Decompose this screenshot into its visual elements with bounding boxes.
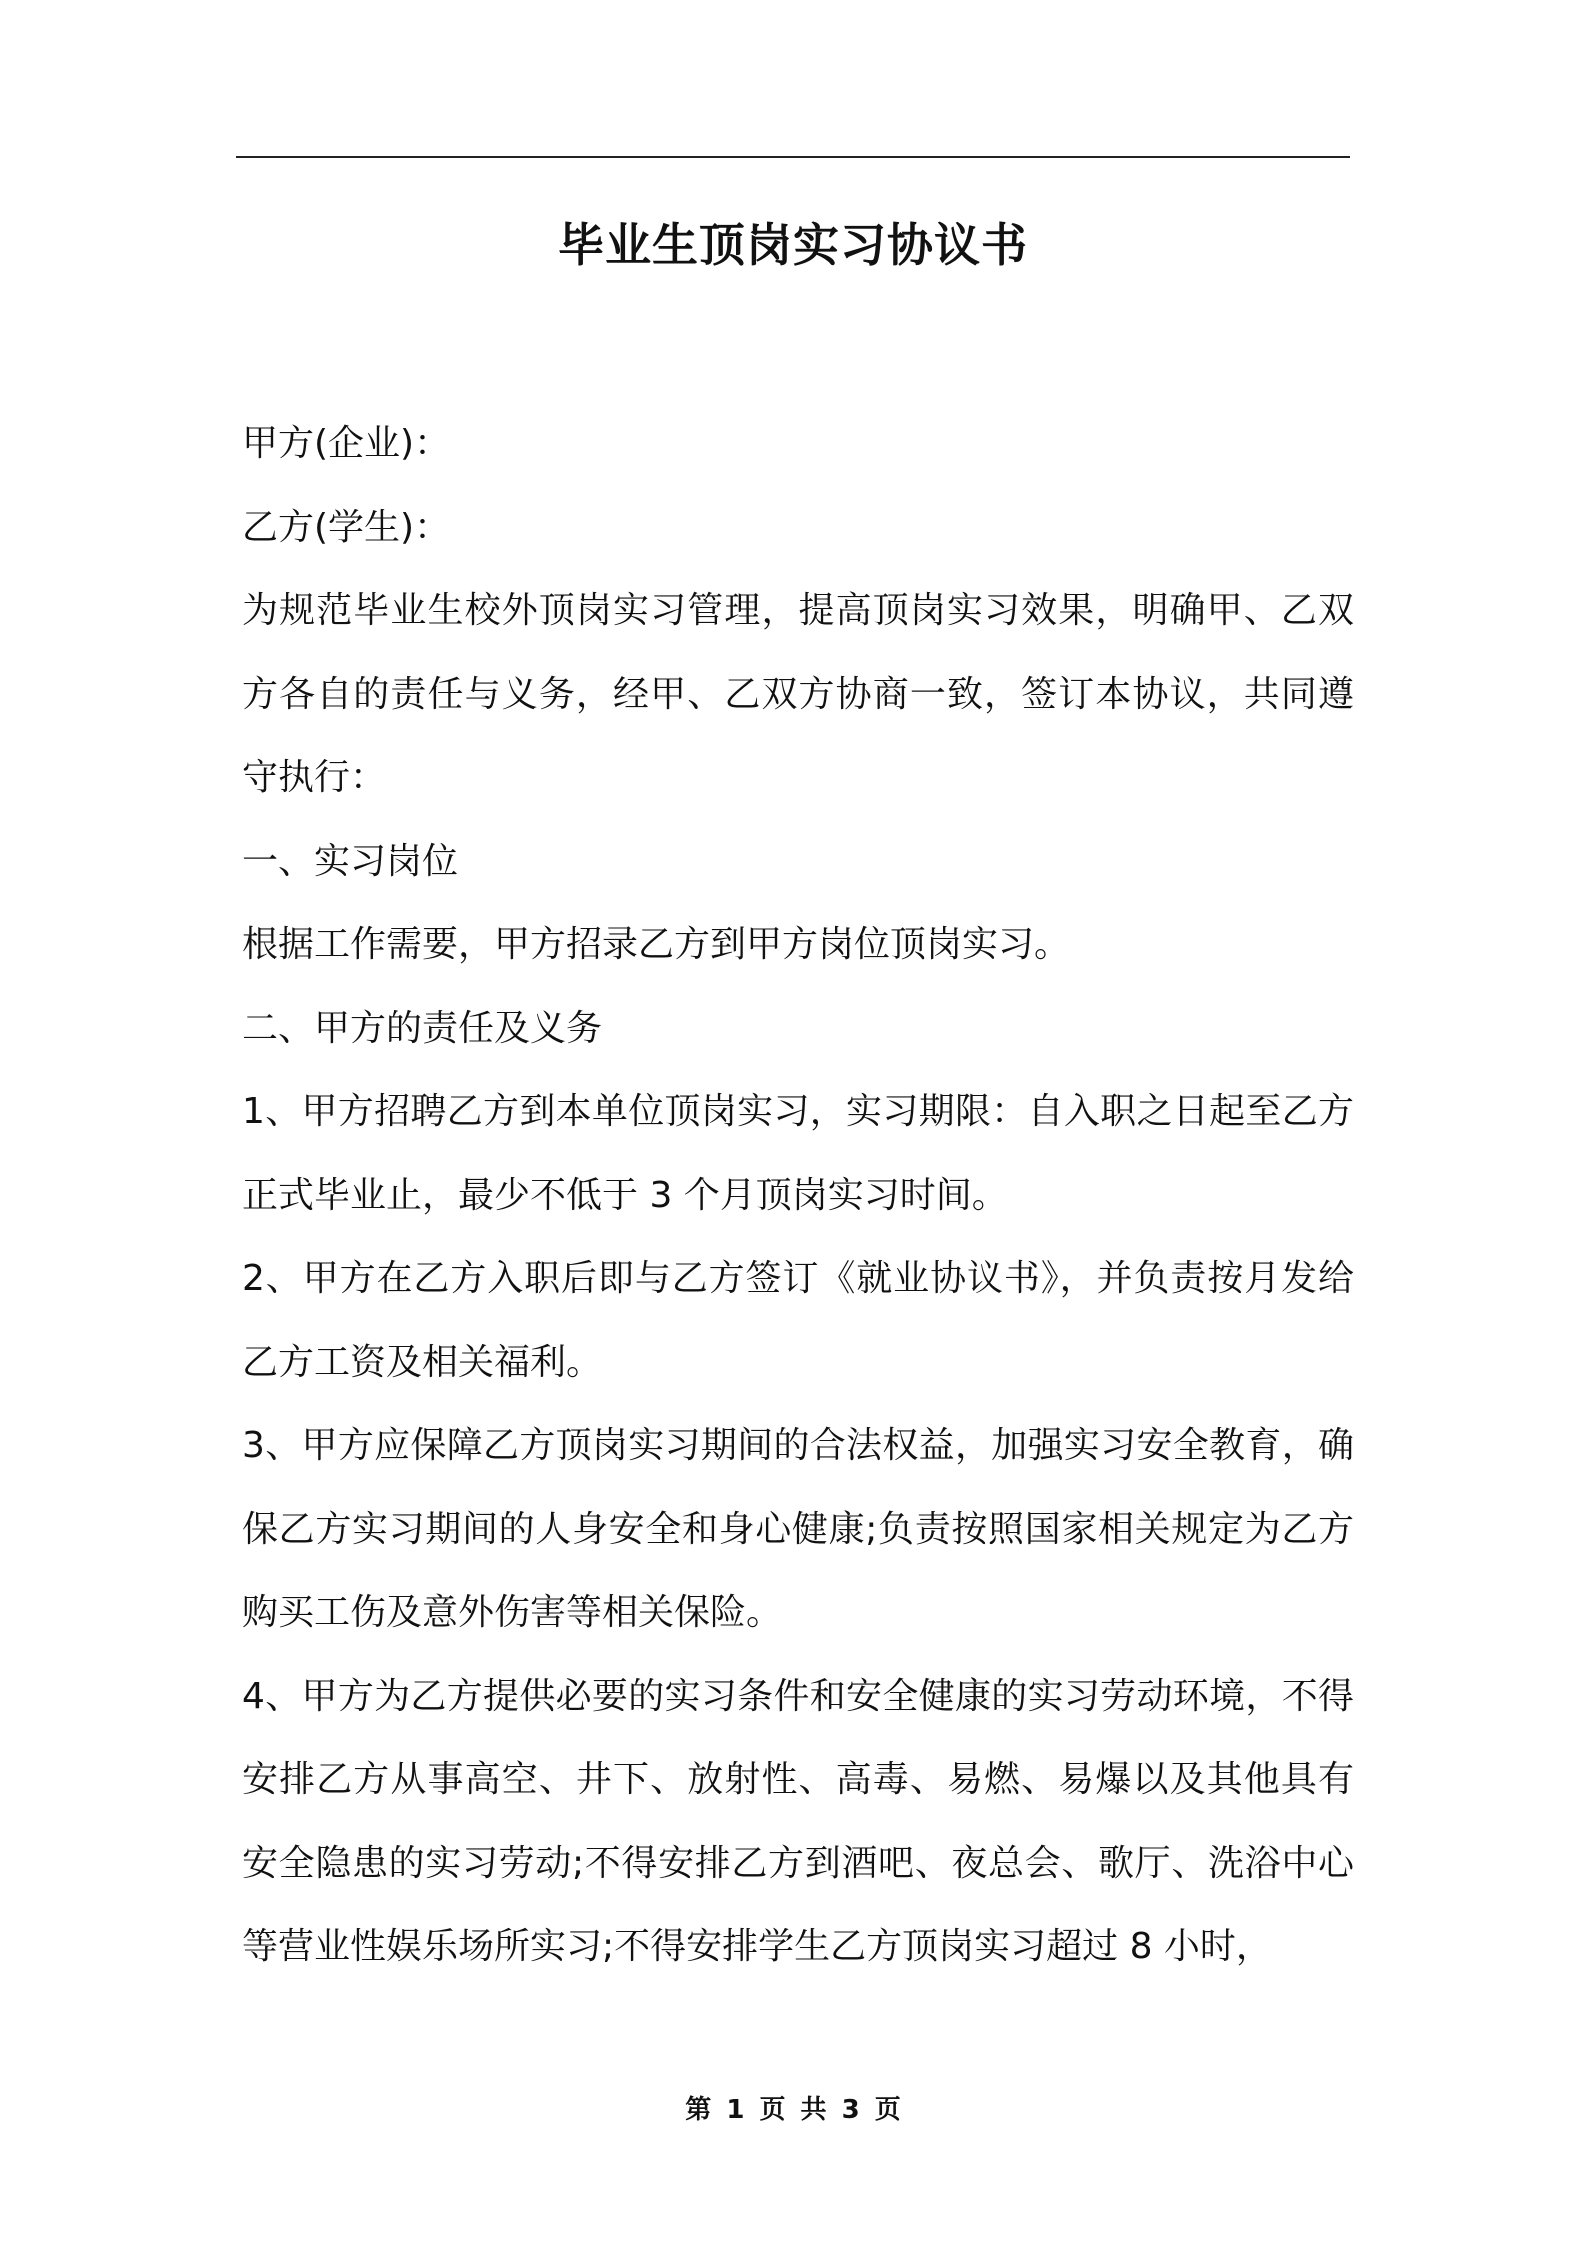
clause-4-paragraph: 4、甲方为乙方提供必要的实习条件和安全健康的实习劳动环境，不得安排乙方从事高空、井下、放射性、高毒、易燃、易爆以及其他具有安全隐患的实习劳动;不得安排乙方到酒吧、夜总会、歌厅、洗浴中心等营业性娱乐场所实习;不得安排学生乙方顶岗实习超过 8 小时， <box>242 1675 1354 1967</box>
section-heading-2: 二、甲方的责任及义务 <box>242 1007 603 1049</box>
header-rule <box>236 156 1350 158</box>
section-1-paragraph: 根据工作需要，甲方招录乙方到甲方岗位顶岗实习。 <box>242 924 1071 965</box>
clause-3-paragraph: 3、甲方应保障乙方顶岗实习期间的合法权益，加强实习安全教育，确保乙方实习期间的人身安全和身心健康;负责按照国家相关规定为乙方购买工伤及意外伤害等相关保险。 <box>242 1425 1354 1633</box>
document-title: 毕业生顶岗实习协议书 <box>558 218 1028 272</box>
document-body <box>242 402 1354 1989</box>
section-heading-1: 一、实习岗位 <box>242 840 459 882</box>
clause-1-paragraph: 1、甲方招聘乙方到本单位顶岗实习，实习期限：自入职之日起至乙方正式毕业止，最少不低于 3 个月顶岗实习时间。 <box>242 1091 1354 1216</box>
party-b-line: 乙方(学生)： <box>242 506 451 548</box>
party-a-line: 甲方(企业)： <box>242 423 451 464</box>
preamble-paragraph: 为规范毕业生校外顶岗实习管理，提高顶岗实习效果，明确甲、乙双方各自的责任与义务，经甲、乙双方协商一致，签订本协议，共同遵守执行： <box>242 590 1354 798</box>
page-footer: 第 1 页 共 3 页 <box>685 2095 901 2125</box>
clause-2-paragraph: 2、甲方在乙方入职后即与乙方签订《就业协议书》，并负责按月发给乙方工资及相关福利。 <box>242 1258 1354 1383</box>
